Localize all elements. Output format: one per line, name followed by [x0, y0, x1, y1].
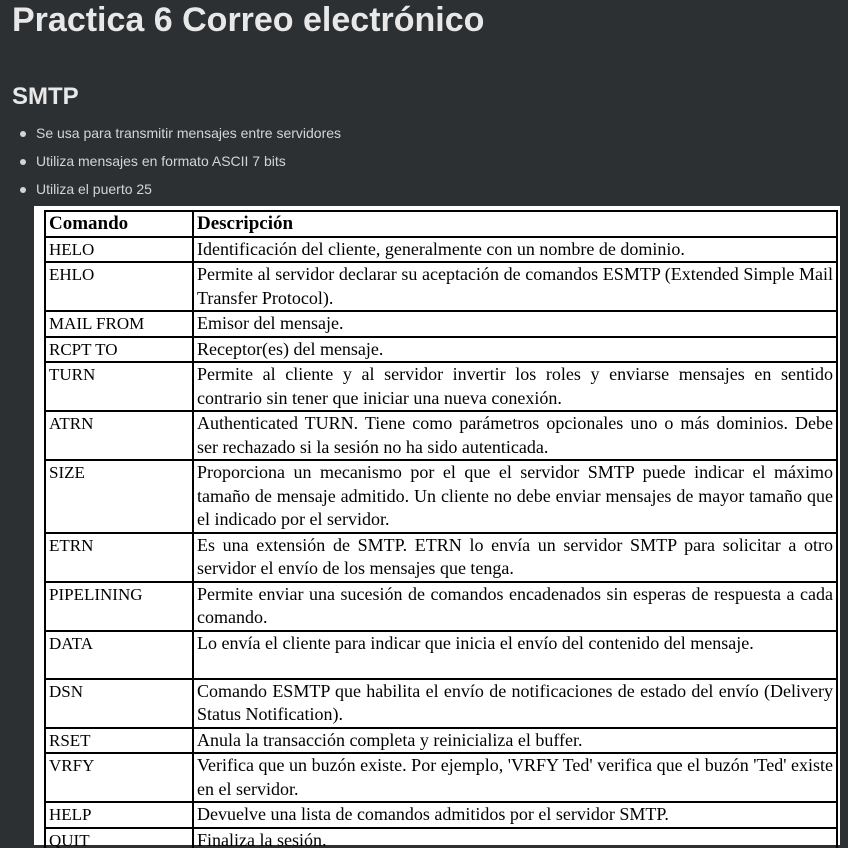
list-item-text: Utiliza el puerto 25 — [36, 181, 152, 197]
smtp-commands-table — [44, 210, 838, 848]
table-row — [45, 262, 837, 311]
page-title: Practica 6 Correo electrónico — [12, 1, 485, 39]
column-header-description: Descripción — [193, 211, 837, 237]
command-cell: MAIL FROM — [45, 311, 193, 337]
command-cell: DATA — [45, 631, 193, 679]
description-cell: Receptor(es) del mensaje. — [193, 337, 837, 363]
command-cell: EHLO — [45, 262, 193, 311]
command-cell: QUIT — [45, 828, 193, 848]
table-row — [45, 728, 837, 754]
description-cell: Es una extensión de SMTP. ETRN lo envía un servidor SMTP para solicitar a otro servidor el envío de los mensajes que tenga. — [193, 533, 837, 582]
command-cell: RCPT TO — [45, 337, 193, 363]
column-header-command: Comando — [45, 211, 193, 237]
description-cell: Proporciona un mecanismo por el que el servidor SMTP puede indicar el máximo tamaño de mensaje admitido. Un cliente no debe enviar mensajes de mayor tamaño que el indicado por el servidor. — [193, 460, 837, 533]
description-cell: Comando ESMTP que habilita el envío de notificaciones de estado del envío (Delivery Status Notification). — [193, 679, 837, 728]
command-cell: ATRN — [45, 411, 193, 460]
list-item-text: Utiliza mensajes en formato ASCII 7 bits — [36, 153, 286, 169]
table-row — [45, 237, 837, 263]
table-row — [45, 337, 837, 363]
description-cell: Devuelve una lista de comandos admitidos por el servidor SMTP. — [193, 802, 837, 828]
table-row — [45, 631, 837, 679]
table-row — [45, 753, 837, 802]
table-row — [45, 362, 837, 411]
command-cell: DSN — [45, 679, 193, 728]
command-cell: HELP — [45, 802, 193, 828]
description-cell: Identificación del cliente, generalmente con un nombre de dominio. — [193, 237, 837, 263]
table-row — [45, 802, 837, 828]
table-header-row — [45, 211, 837, 237]
list-item-text: Se usa para transmitir mensajes entre servidores — [36, 125, 342, 141]
smtp-commands-table-image — [34, 206, 840, 848]
description-cell: Permite enviar una sucesión de comandos encadenados sin esperas de respuesta a cada comando. — [193, 582, 837, 631]
description-cell: Permite al servidor declarar su aceptación de comandos ESMTP (Extended Simple Mail Transfer Protocol). — [193, 262, 837, 311]
command-cell: VRFY — [45, 753, 193, 802]
table-row — [45, 311, 837, 337]
bullet-icon — [20, 131, 26, 137]
description-cell: Verifica que un buzón existe. Por ejemplo, 'VRFY Ted' verifica que el buzón 'Ted' existe en el servidor. — [193, 753, 837, 802]
table-row — [45, 582, 837, 631]
list-item — [0, 175, 341, 203]
command-cell: SIZE — [45, 460, 193, 533]
table-row — [45, 679, 837, 728]
table-row — [45, 828, 837, 848]
description-cell: Permite al cliente y al servidor invertir los roles y enviarse mensajes en sentido contrario sin tener que iniciar una nueva conexión. — [193, 362, 837, 411]
description-cell: Lo envía el cliente para indicar que inicia el envío del contenido del mensaje. — [193, 631, 837, 679]
table-row — [45, 533, 837, 582]
table-row — [45, 460, 837, 533]
description-cell: Authenticated TURN. Tiene como parámetros opcionales uno o más dominios. Debe ser rechazado si la sesión no ha sido autenticada. — [193, 411, 837, 460]
command-cell: PIPELINING — [45, 582, 193, 631]
section-title: SMTP — [12, 83, 79, 110]
command-cell: HELO — [45, 237, 193, 263]
command-cell: ETRN — [45, 533, 193, 582]
list-item — [0, 119, 341, 147]
command-cell: TURN — [45, 362, 193, 411]
bullet-icon — [20, 159, 26, 165]
list-item — [0, 147, 341, 175]
description-cell: Anula la transacción completa y reinicializa el buffer. — [193, 728, 837, 754]
table-row — [45, 411, 837, 460]
description-cell: Finaliza la sesión. — [193, 828, 837, 848]
bullet-list — [0, 119, 341, 203]
bullet-icon — [20, 187, 26, 193]
description-cell: Emisor del mensaje. — [193, 311, 837, 337]
command-cell: RSET — [45, 728, 193, 754]
